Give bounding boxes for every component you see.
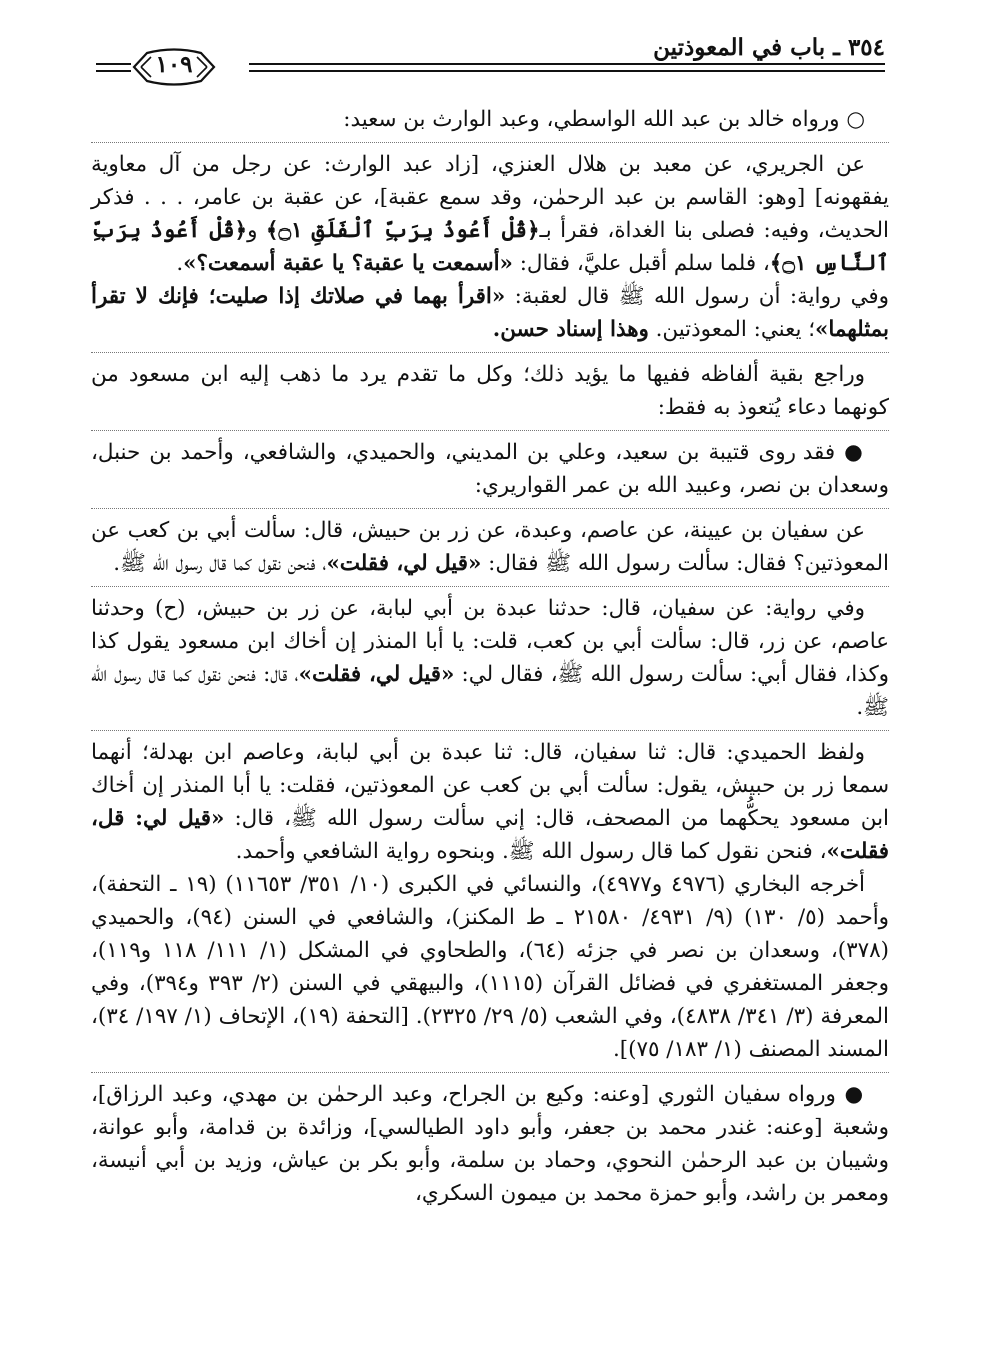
text-run: أخرجه البخاري (٤٩٧٦ و٤٩٧٧)، والنسائي في الكبرى (١٠/ ٣٥١/ ١١٦٥٣) (١٩ ـ التحفة)، وأحمد (٥/ ١٣٠) (٩/ ٤٩٣١/ ٢١٥٨٠ ـ ط المكنز)، والشافعي في السنن (٩٤)، والحميدي (٣٧٨)، وسعدان بن نصر في جزئه (٦٤)، والطحاوي في المشكل (١/ ١١١/ ١١٨ و١١٩)، وجعفر المستغفري في فضائل القرآن (١١١٥)، والبيهقي في السنن (٢/ ٣٩٣ و٣٩٤)، وفي المعرفة (٣/ ٣٤١/ ٤٨٣٨)، وفي الشعب (٥/ ٢٩/ ٢٣٢٥). [التحفة (١٩)، الإتحاف (١/ ١٩٧/ ٣٤)، المسند المصنف (١/ ١٨٣/ ٧٥)]. [91,872,890,1062]
text-run: فقد روى قتيبة بن سعيد، وعلي بن المديني، والحميدي، والشافعي، وأحمد بن حنبل، وسعدان بن نصر، وعبيد الله بن عمر القواريري: [91,440,889,498]
paragraph [91,730,889,868]
text-run: ، فنحن نقول كما قال رسول الله ﷺ. [113,551,327,576]
text-run: و [247,218,266,243]
hadith-quote: وهذا إسناد حسن. [492,317,649,342]
text-run: ورواه خالد بن عبد الله الواسطي، وعبد الوارث بن سعيد: [343,107,840,132]
paragraph [91,1072,889,1210]
paragraph [91,103,889,136]
paragraph [91,430,889,502]
hadith-quote: «قيل لي، فقلت» [326,551,482,576]
text-run: ، فنحن نقول كما قال رسول الله ﷺ. وبنحوه رواية الشافعي وأحمد. [235,839,827,864]
hadith-quote: «قيل لي: قل، فقلت» [91,806,889,864]
text-run: وفي رواية: عن سفيان، قال: حدثنا عبدة بن أبي لبابة، عن زر بن حبيش، (ح) وحدثنا عاصم، عن زر، قال: سألت أبي بن كعب، قلت: يا أبا المنذر إن أخاك ابن مسعود يقول كذا وكذا، فقال أبي: سألت رسول الله ﷺ، فقال لي: [91,596,889,687]
quran-verse: ﴿قُلْ أَعُوذُ بِرَبِّ ٱلنَّاسِ ۝١﴾ [91,218,889,276]
text-run: وراجع بقية ألفاظه ففيها ما يؤيد ذلك؛ وكل ما تقدم يرد ما ذهب إليه ابن مسعود من كونهما دعاء يُتعوذ به فقط: [91,362,889,420]
hadith-quote: «قيل لي، فقلت» [298,662,455,687]
text-run: ○ [839,107,865,132]
text-run: وفي رواية: أن رسول الله ﷺ قال لعقبة: [505,284,889,309]
paragraph [91,352,889,424]
header-rule [249,63,885,65]
paragraph [91,142,889,346]
header-rule [96,63,131,65]
header-rule [96,70,131,72]
paragraph [91,508,889,580]
hadith-quote: «أسمعت يا عقبة؟ يا عقبة أسمعت؟» [183,251,513,276]
page-number: ١٠٩ [155,51,193,78]
text-run: عن الجريري، عن معبد بن هلال العنزي، [زاد عبد الوارث: عن رجل من آل معاوية يفقهونه] [وهو: القاسم بن عبد الرحمٰن، وقد سمع عقبة]، عن عقبة بن عامر، . . . فذكر الحديث، وفيه: فصلى بنا الغداة، فقرأ بـ [91,152,890,243]
paragraph [91,586,889,724]
text-run: ● [835,1082,866,1107]
text-run: ولفظ الحميدي: قال: ثنا سفيان، قال: ثنا عبدة بن أبي لبابة، وعاصم ابن بهدلة؛ أنهما سمعا زر بن حبيش، يقول: سألت أبي بن كعب عن المعوذتين، فقلت: يا أبا المنذر إن أخاك ابن مسعود يحكُّهما من المصحف، قال: إني سألت رسول الله ﷺ، قال: [91,740,889,831]
body-text [91,103,889,1210]
text-run: . [176,251,184,276]
quran-verse: ﴿قُلْ أَعُوذُ بِرَبِّ ٱلْفَلَقِ ۝١﴾ [265,218,540,243]
text-run: ، قال: فنحن نقول كما قال رسول الله ﷺ. [91,662,889,720]
text-run: ورواه سفيان الثوري [وعنه: وكيع بن الجراح، وعبد الرحمٰن بن مهدي، وعبد الرزاق]، وشعبة [وعنه: غندر محمد بن جعفر، وأبو داود الطيالسي]، وزائدة بن قدامة، وأبو عوانة، وشيبان بن عبد الرحمٰن النحوي، وحماد بن سلمة، وأبو بكر بن عياش، وزيد بن أبي أنيسة، ومعمر بن راشد، وأبو حمزة محمد بن ميمون السكري، [91,1082,889,1206]
text-run: ● [835,440,865,465]
text-run: ؛ يعني: المعوذتين. [648,317,816,342]
hadith-quote: «اقرأ بهما في صلاتك إذا صليت؛ فإنك لا تقرأ بمثلهما» [91,284,889,342]
running-title: ٣٥٤ ـ باب في المعوذتين [653,34,885,61]
page-number-ornament [131,47,217,87]
paragraph [91,868,889,1066]
text-run: ، فلما سلم أقبل عليَّ، فقال: [512,251,770,276]
text-run: عن سفيان بن عيينة، عن عاصم، وعبدة، عن زر بن حبيش، قال: سألت أبي بن كعب عن المعوذتين؟ فقال: سألت رسول الله ﷺ فقال: [91,518,889,576]
header-rule [249,70,885,72]
